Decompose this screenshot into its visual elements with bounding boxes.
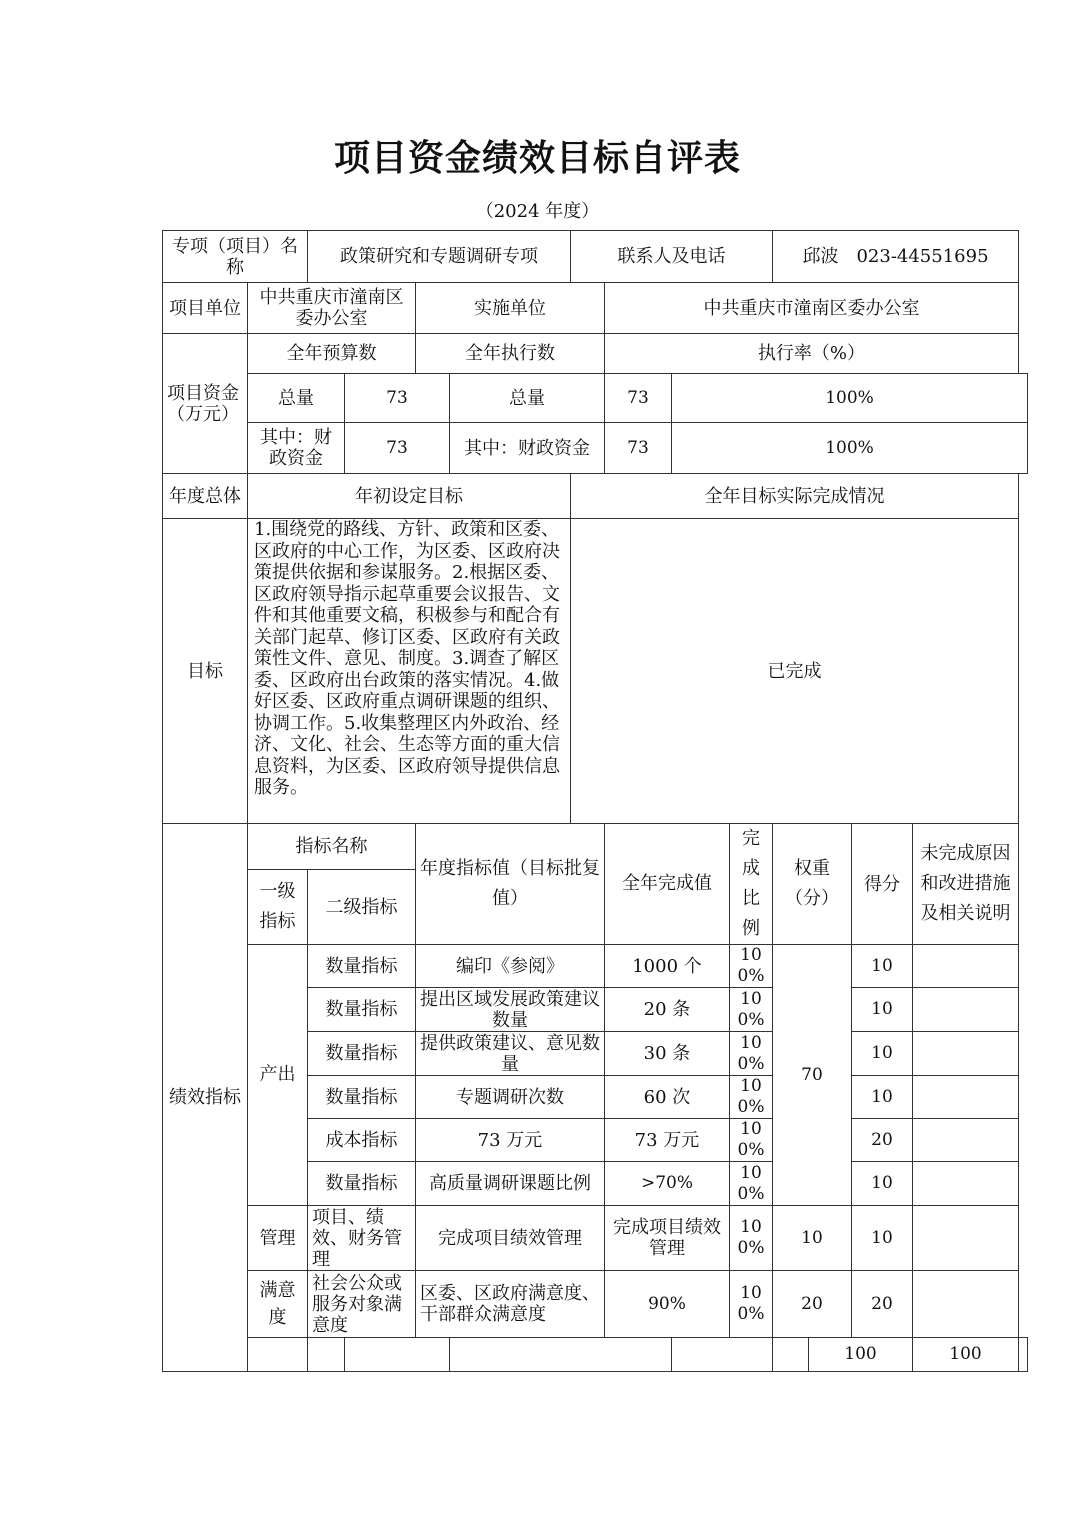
page-subtitle: （2024 年度）: [475, 201, 600, 222]
mgmt-score: 10: [852, 1206, 913, 1271]
satisfaction-target: 区委、区政府满意度、干部群众满意度: [416, 1271, 605, 1338]
output-2-target: 提出区域发展政策建议数量: [416, 988, 605, 1032]
overall-label: 年度总体: [163, 474, 248, 519]
output-6-score: 10: [852, 1162, 913, 1206]
mgmt-weight: 10: [773, 1206, 852, 1271]
budget-total-label: 总量: [248, 374, 345, 423]
output-5-actual: 73 万元: [605, 1119, 730, 1162]
output-1-actual: 1000 个: [605, 945, 730, 988]
output-5-ratio: 100%: [730, 1119, 773, 1162]
output-4-target: 专题调研次数: [416, 1076, 605, 1119]
output-6-actual: >70%: [605, 1162, 730, 1206]
contact-label: 联系人及电话: [571, 231, 773, 283]
output-6-remark: [913, 1162, 1019, 1206]
output-4-level2: 数量指标: [308, 1076, 416, 1119]
output-6-target: 高质量调研课题比例: [416, 1162, 605, 1206]
goal-label: 目标: [163, 519, 248, 824]
funds-label: 项目资金（万元）: [163, 334, 248, 474]
output-4-ratio: 100%: [730, 1076, 773, 1119]
output-4-score: 10: [852, 1076, 913, 1119]
output-3-target: 提供政策建议、意见数量: [416, 1032, 605, 1076]
output-3-score: 10: [852, 1032, 913, 1076]
exec-fiscal-label: 其中：财政资金: [450, 423, 605, 474]
impl-unit-value: 中共重庆市潼南区委办公室: [605, 283, 1019, 334]
output-2-score: 10: [852, 988, 913, 1032]
contact-value: 邱波 023-44551695: [773, 231, 1019, 283]
output-1-score: 10: [852, 945, 913, 988]
actual-goal-header: 全年目标实际完成情况: [571, 474, 1019, 519]
remark-header: 未完成原因和改进措施及相关说明: [913, 824, 1019, 945]
page-title: 项目资金绩效目标自评表: [333, 137, 741, 179]
level1-header: 一级指标: [248, 870, 308, 945]
total-empty-c: [345, 1338, 450, 1372]
output-1-target: 编印《参阅》: [416, 945, 605, 988]
score-header: 得分: [852, 824, 913, 945]
unit-label: 项目单位: [163, 283, 248, 334]
exec-total-value: 73: [605, 374, 672, 423]
output-5-target: 73 万元: [416, 1119, 605, 1162]
output-3-actual: 30 条: [605, 1032, 730, 1076]
output-3-remark: [913, 1032, 1019, 1076]
budget-fiscal-value: 73: [345, 423, 450, 474]
evaluation-table: [162, 230, 1028, 1372]
output-1-remark: [913, 945, 1019, 988]
project-name-value: 政策研究和专题调研专项: [308, 231, 571, 283]
output-2-ratio: 100%: [730, 988, 773, 1032]
mgmt-actual: 完成项目绩效管理: [605, 1206, 730, 1271]
total-empty-a: [248, 1338, 308, 1372]
satisfaction-level2: 社会公众或服务对象满意度: [308, 1271, 416, 1338]
indicators-label: 绩效指标: [163, 824, 248, 1372]
weight-header: 权重（分）: [773, 824, 852, 945]
rate-header: 执行率（%）: [605, 334, 1019, 374]
exec-fiscal-value: 73: [605, 423, 672, 474]
satisfaction-ratio: 100%: [730, 1271, 773, 1338]
output-5-remark: [913, 1119, 1019, 1162]
total-score: 100: [913, 1338, 1019, 1372]
output-4-remark: [913, 1076, 1019, 1119]
total-empty-f: [773, 1338, 809, 1372]
budget-fiscal-label: 其中：财政资金: [248, 423, 345, 474]
output-6-ratio: 100%: [730, 1162, 773, 1206]
output-5-score: 20: [852, 1119, 913, 1162]
mgmt-level2: 项目、绩效、财务管理: [308, 1206, 416, 1271]
budget-header: 全年预算数: [248, 334, 416, 374]
output-label: 产出: [248, 945, 308, 1206]
output-3-level2: 数量指标: [308, 1032, 416, 1076]
goal-text: 1.围绕党的路线、方针、政策和区委、区政府的中心工作，为区委、区政府决策提供依据和参谋服务。2.根据区委、区政府领导指示起草重要会议报告、文件和其他重要文稿，积极参与和配合有关部门起草、修订区委、区政府有关政策性文件、意见、制度。3.调查了解区委、区政府出台政策的落实情况。4.做好区委、区政府重点调研课题的组织、协调工作。5.收集整理区内外政治、经济、文化、社会、生态等方面的重大信息资料，为区委、区政府领导提供信息服务。: [248, 519, 571, 824]
total-empty-d: [450, 1338, 672, 1372]
output-1-level2: 数量指标: [308, 945, 416, 988]
total-empty-e: [672, 1338, 773, 1372]
output-2-actual: 20 条: [605, 988, 730, 1032]
mgmt-remark: [913, 1206, 1019, 1271]
total-empty-b: [308, 1338, 345, 1372]
exec-total-label: 总量: [450, 374, 605, 423]
output-1-ratio: 100%: [730, 945, 773, 988]
output-5-level2: 成本指标: [308, 1119, 416, 1162]
satisfaction-level1: 满意度: [248, 1271, 308, 1338]
output-4-actual: 60 次: [605, 1076, 730, 1119]
output-6-level2: 数量指标: [308, 1162, 416, 1206]
target-header: 年度指标值（目标批复值）: [416, 824, 605, 945]
indicator-name-header: 指标名称: [248, 824, 416, 870]
mgmt-target: 完成项目绩效管理: [416, 1206, 605, 1271]
output-weight: 70: [773, 945, 852, 1206]
actual-header: 全年完成值: [605, 824, 730, 945]
goal-actual: 已完成: [571, 519, 1019, 824]
total-empty-g: [1019, 1338, 1028, 1372]
budget-total-value: 73: [345, 374, 450, 423]
satisfaction-actual: 90%: [605, 1271, 730, 1338]
impl-unit-label: 实施单位: [416, 283, 605, 334]
mgmt-ratio: 100%: [730, 1206, 773, 1271]
total-weight: 100: [809, 1338, 913, 1372]
ratio-header: 完成比例: [730, 824, 773, 945]
unit-value: 中共重庆市潼南区委办公室: [248, 283, 416, 334]
rate-total-value: 100%: [672, 374, 1028, 423]
satisfaction-score: 20: [852, 1271, 913, 1338]
rate-fiscal-value: 100%: [672, 423, 1028, 474]
level2-header: 二级指标: [308, 870, 416, 945]
set-goal-header: 年初设定目标: [248, 474, 571, 519]
exec-header: 全年执行数: [416, 334, 605, 374]
satisfaction-weight: 20: [773, 1271, 852, 1338]
output-2-remark: [913, 988, 1019, 1032]
project-name-label: 专项（项目）名称: [163, 231, 308, 283]
output-2-level2: 数量指标: [308, 988, 416, 1032]
satisfaction-remark: [913, 1271, 1019, 1338]
output-3-ratio: 100%: [730, 1032, 773, 1076]
mgmt-level1: 管理: [248, 1206, 308, 1271]
